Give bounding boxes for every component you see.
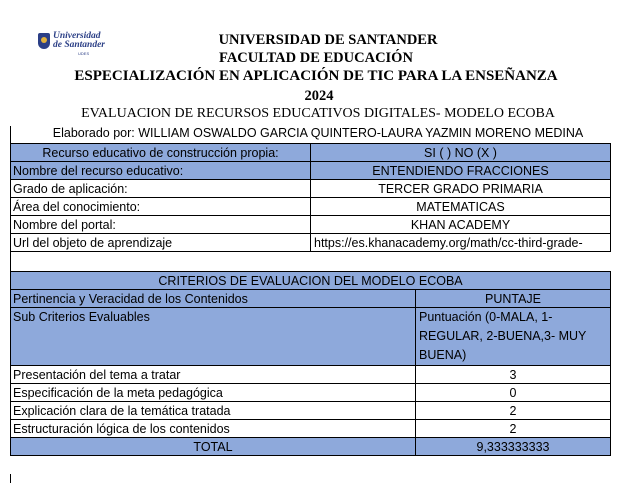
criteria-label: Explicación clara de la temática tratada bbox=[11, 402, 416, 420]
faculty-title: FACULTAD DE EDUCACIÓN bbox=[219, 50, 413, 66]
border-line bbox=[10, 126, 11, 144]
border-line bbox=[10, 474, 11, 483]
section-label: Pertinencia y Veracidad de los Contenidos bbox=[11, 290, 416, 308]
section-row bbox=[11, 290, 611, 308]
info-row bbox=[11, 216, 611, 234]
score-header: PUNTAJE bbox=[416, 290, 611, 308]
info-url[interactable]: https://es.khanacademy.org/math/cc-third-grade- bbox=[311, 234, 611, 252]
criteria-label: Especificación de la meta pedagógica bbox=[11, 384, 416, 402]
authors-line: Elaborado por: WILLIAM OSWALDO GARCIA QUINTERO-LAURA YAZMIN MORENO MEDINA bbox=[52, 126, 584, 140]
criteria-score: 3 bbox=[416, 366, 611, 384]
criteria-row bbox=[11, 366, 611, 384]
info-label: Nombre del portal: bbox=[11, 216, 311, 234]
criteria-row bbox=[11, 384, 611, 402]
criteria-score: 2 bbox=[416, 402, 611, 420]
criteria-row bbox=[11, 420, 611, 438]
total-label: TOTAL bbox=[11, 438, 416, 456]
specialization-title: ESPECIALIZACIÓN EN APLICACIÓN DE TIC PARA LA ENSEÑANZA bbox=[74, 68, 558, 84]
logo-small: UDES bbox=[78, 51, 90, 56]
criteria-title-row bbox=[11, 272, 611, 290]
info-value: SI ( ) NO (X ) bbox=[311, 144, 611, 162]
info-value: ENTENDIENDO FRACCIONES bbox=[311, 162, 611, 180]
criteria-label: Estructuración lógica de los contenidos bbox=[11, 420, 416, 438]
info-row bbox=[11, 144, 611, 162]
criteria-score: 2 bbox=[416, 420, 611, 438]
info-label: Recurso educativo de construcción propia: bbox=[11, 144, 311, 162]
info-label: Nombre del recurso educativo: bbox=[11, 162, 311, 180]
total-value: 9,333333333 bbox=[416, 438, 611, 456]
subcriteria-header: Sub Criterios Evaluables bbox=[11, 308, 416, 366]
criteria-row bbox=[11, 402, 611, 420]
score-scale: Puntuación (0-MALA, 1-REGULAR, 2-BUENA,3- MUY BUENA) bbox=[416, 308, 611, 366]
info-row bbox=[11, 180, 611, 198]
university-title: UNIVERSIDAD DE SANTANDER bbox=[218, 32, 438, 48]
info-label: Url del objeto de aprendizaje bbox=[11, 234, 311, 252]
info-row bbox=[11, 234, 611, 252]
info-label: Área del conocimiento: bbox=[11, 198, 311, 216]
info-row bbox=[11, 162, 611, 180]
subcriteria-header-row bbox=[11, 308, 611, 366]
evaluation-subtitle: EVALUACION DE RECURSOS EDUCATIVOS DIGITALES- MODELO ECOBA bbox=[81, 106, 555, 121]
year: 2024 bbox=[304, 88, 334, 104]
info-row bbox=[11, 198, 611, 216]
evaluation-table bbox=[10, 143, 611, 456]
info-value: MATEMATICAS bbox=[311, 198, 611, 216]
logo-line1: Universidad bbox=[53, 31, 101, 41]
criteria-title: CRITERIOS DE EVALUACION DEL MODELO ECOBA bbox=[11, 272, 611, 290]
info-label: Grado de aplicación: bbox=[11, 180, 311, 198]
total-row bbox=[11, 438, 611, 456]
info-value: TERCER GRADO PRIMARIA bbox=[311, 180, 611, 198]
criteria-label: Presentación del tema a tratar bbox=[11, 366, 416, 384]
logo-line2: de Santander bbox=[53, 40, 105, 50]
blank-row bbox=[11, 252, 611, 272]
criteria-score: 0 bbox=[416, 384, 611, 402]
info-value: KHAN ACADEMY bbox=[311, 216, 611, 234]
